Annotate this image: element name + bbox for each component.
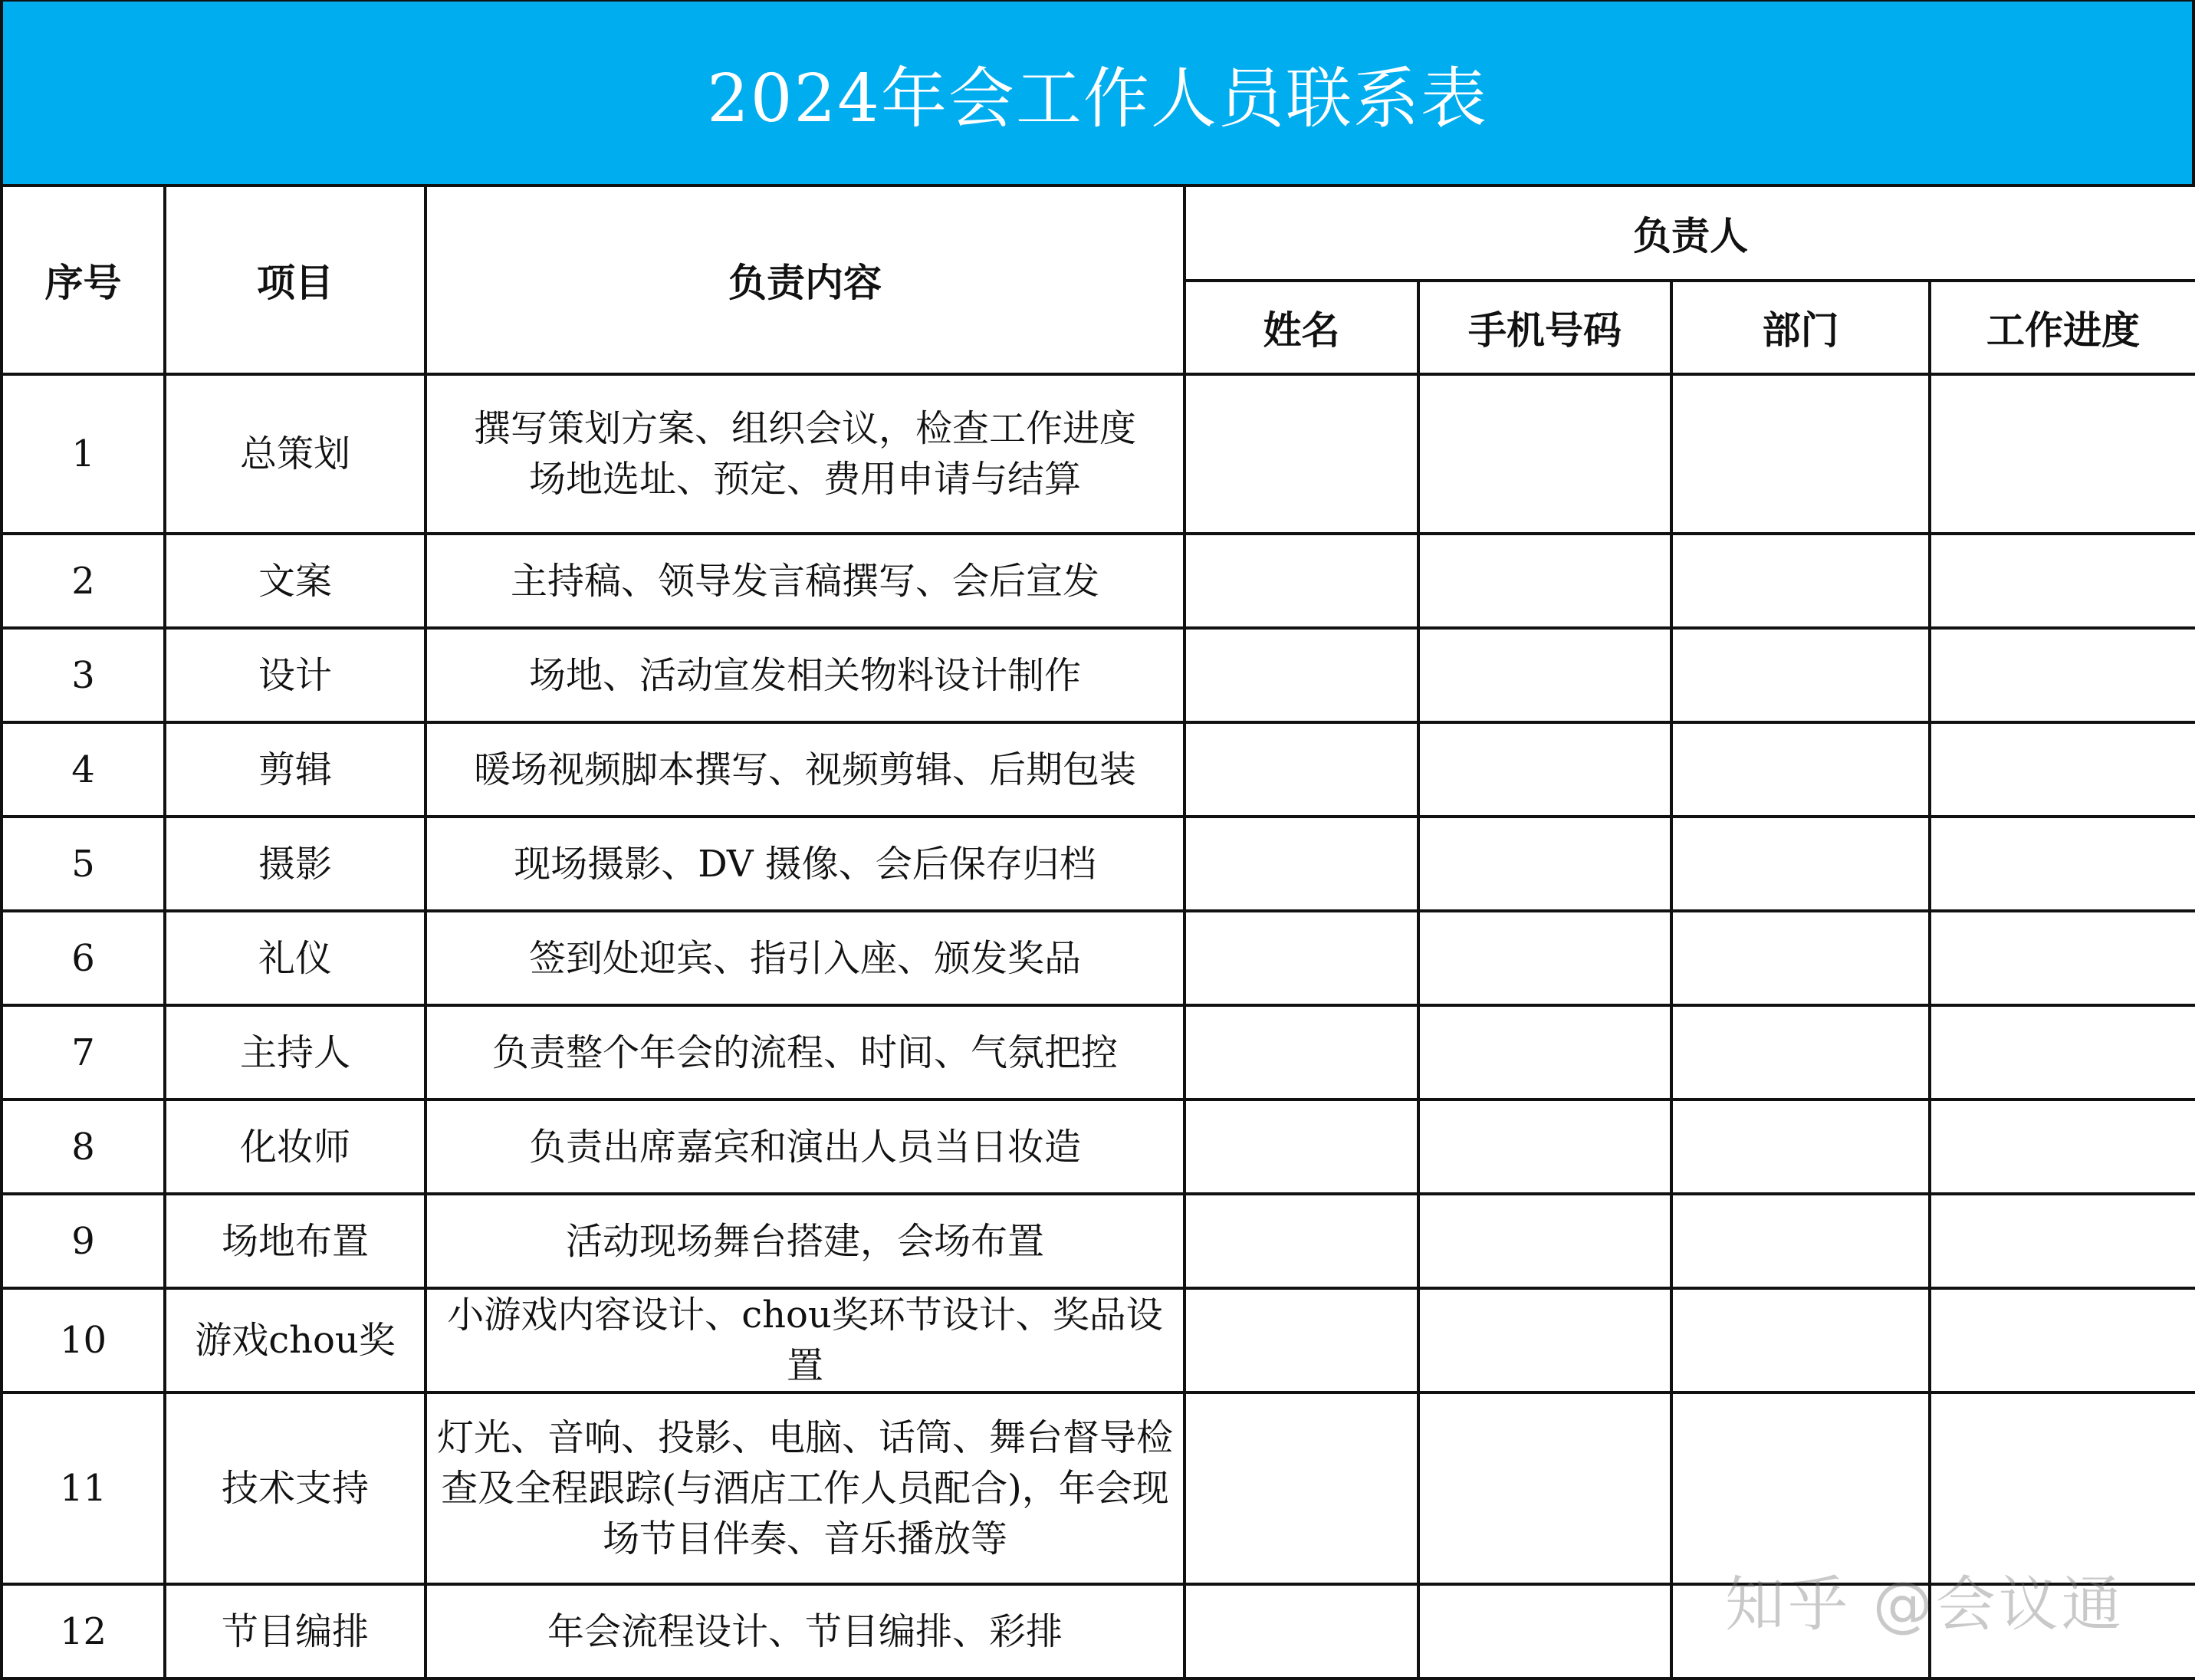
row-name-cell — [1185, 1584, 1418, 1678]
table-row — [2, 628, 2195, 722]
row-progress-cell — [1930, 1392, 2195, 1584]
row-content-cell: 负责出席嘉宾和演出人员当日妆造 — [426, 1100, 1185, 1194]
row-phone-cell — [1418, 817, 1671, 911]
row-name-cell — [1185, 1100, 1418, 1194]
row-dept-cell — [1671, 911, 1930, 1005]
row-phone-cell — [1418, 1194, 1671, 1288]
row-index-cell: 1 — [2, 374, 165, 534]
row-content-cell: 灯光、音响、投影、电脑、话筒、舞台督导检查及全程跟踪(与酒店工作人员配合)，年会现场节目伴奏、音乐播放等 — [426, 1392, 1185, 1584]
row-content-cell: 暖场视频脚本撰写、视频剪辑、后期包装 — [426, 722, 1185, 817]
table-row — [2, 817, 2195, 911]
row-progress-cell — [1930, 911, 2195, 1005]
row-phone-cell — [1418, 534, 1671, 628]
row-phone-cell — [1418, 722, 1671, 817]
row-phone-cell — [1418, 628, 1671, 722]
row-item-cell: 摄影 — [165, 817, 426, 911]
row-progress-cell — [1930, 1100, 2195, 1194]
row-index-cell: 12 — [2, 1584, 165, 1678]
row-item-cell: 场地布置 — [165, 1194, 426, 1288]
header-name: 姓名 — [1185, 281, 1418, 374]
row-progress-cell — [1930, 817, 2195, 911]
row-name-cell — [1185, 1288, 1418, 1392]
table-row — [2, 1288, 2195, 1392]
row-item-cell: 剪辑 — [165, 722, 426, 817]
row-dept-cell — [1671, 1288, 1930, 1392]
row-content-cell: 签到处迎宾、指引入座、颁发奖品 — [426, 911, 1185, 1005]
row-dept-cell — [1671, 1194, 1930, 1288]
header-progress: 工作进度 — [1930, 281, 2195, 374]
row-progress-cell — [1930, 374, 2195, 534]
table-row — [2, 1392, 2195, 1584]
row-index-cell: 9 — [2, 1194, 165, 1288]
row-dept-cell — [1671, 722, 1930, 817]
row-content-cell: 场地、活动宣发相关物料设计制作 — [426, 628, 1185, 722]
row-item-cell: 文案 — [165, 534, 426, 628]
row-dept-cell — [1671, 1005, 1930, 1100]
row-progress-cell — [1930, 628, 2195, 722]
row-item-cell: 总策划 — [165, 374, 426, 534]
row-index-cell: 11 — [2, 1392, 165, 1584]
row-phone-cell — [1418, 1005, 1671, 1100]
table-row — [2, 1584, 2195, 1678]
row-name-cell — [1185, 1005, 1418, 1100]
row-item-cell: 设计 — [165, 628, 426, 722]
row-phone-cell — [1418, 911, 1671, 1005]
row-content-cell: 年会流程设计、节目编排、彩排 — [426, 1584, 1185, 1678]
row-item-cell: 节目编排 — [165, 1584, 426, 1678]
row-index-cell: 8 — [2, 1100, 165, 1194]
row-item-cell: 主持人 — [165, 1005, 426, 1100]
row-progress-cell — [1930, 1288, 2195, 1392]
row-name-cell — [1185, 534, 1418, 628]
table-row — [2, 1100, 2195, 1194]
row-item-cell: 游戏chou奖 — [165, 1288, 426, 1392]
row-index-cell: 2 — [2, 534, 165, 628]
table-row — [2, 911, 2195, 1005]
header-phone: 手机号码 — [1418, 281, 1671, 374]
row-progress-cell — [1930, 722, 2195, 817]
row-dept-cell — [1671, 1100, 1930, 1194]
watermark: 知乎 @会议通 — [1725, 1570, 2124, 1639]
row-progress-cell — [1930, 1005, 2195, 1100]
row-phone-cell — [1418, 1392, 1671, 1584]
row-dept-cell — [1671, 374, 1930, 534]
row-phone-cell — [1418, 1288, 1671, 1392]
header-owner-group: 负责人 — [1185, 186, 2195, 281]
row-content-cell: 活动现场舞台搭建，会场布置 — [426, 1194, 1185, 1288]
row-dept-cell — [1671, 628, 1930, 722]
row-phone-cell — [1418, 1100, 1671, 1194]
row-item-cell: 礼仪 — [165, 911, 426, 1005]
row-dept-cell — [1671, 1392, 1930, 1584]
header-dept: 部门 — [1671, 281, 1930, 374]
row-phone-cell — [1418, 374, 1671, 534]
row-dept-cell — [1671, 1584, 1930, 1678]
header-row-top — [2, 186, 2195, 281]
row-name-cell — [1185, 817, 1418, 911]
table-row — [2, 1194, 2195, 1288]
row-index-cell: 6 — [2, 911, 165, 1005]
row-content-cell: 小游戏内容设计、chou奖环节设计、奖品设置 — [426, 1288, 1185, 1392]
table-body — [2, 374, 2195, 1678]
row-name-cell — [1185, 1392, 1418, 1584]
row-index-cell: 4 — [2, 722, 165, 817]
header-content: 负责内容 — [426, 186, 1185, 374]
staff-contact-table — [0, 184, 2195, 1680]
table-row — [2, 722, 2195, 817]
row-index-cell: 10 — [2, 1288, 165, 1392]
row-item-cell: 化妆师 — [165, 1100, 426, 1194]
page-title: 2024年会工作人员联系表 — [707, 61, 1488, 137]
row-content-cell: 现场摄影、DV 摄像、会后保存归档 — [426, 817, 1185, 911]
table-row — [2, 534, 2195, 628]
row-progress-cell — [1930, 1194, 2195, 1288]
row-name-cell — [1185, 374, 1418, 534]
row-index-cell: 7 — [2, 1005, 165, 1100]
row-content-cell: 撰写策划方案、组织会议，检查工作进度 场地选址、预定、费用申请与结算 — [426, 374, 1185, 534]
row-item-cell: 技术支持 — [165, 1392, 426, 1584]
title-banner — [0, 0, 2195, 184]
row-index-cell: 5 — [2, 817, 165, 911]
row-progress-cell — [1930, 1584, 2195, 1678]
row-progress-cell — [1930, 534, 2195, 628]
row-index-cell: 3 — [2, 628, 165, 722]
table-row — [2, 1005, 2195, 1100]
header-item: 项目 — [165, 186, 426, 374]
row-dept-cell — [1671, 534, 1930, 628]
row-phone-cell — [1418, 1584, 1671, 1678]
table-row — [2, 374, 2195, 534]
row-dept-cell — [1671, 817, 1930, 911]
row-name-cell — [1185, 628, 1418, 722]
row-name-cell — [1185, 1194, 1418, 1288]
row-content-cell: 主持稿、领导发言稿撰写、会后宣发 — [426, 534, 1185, 628]
row-name-cell — [1185, 911, 1418, 1005]
header-index: 序号 — [2, 186, 165, 374]
row-name-cell — [1185, 722, 1418, 817]
row-content-cell: 负责整个年会的流程、时间、气氛把控 — [426, 1005, 1185, 1100]
